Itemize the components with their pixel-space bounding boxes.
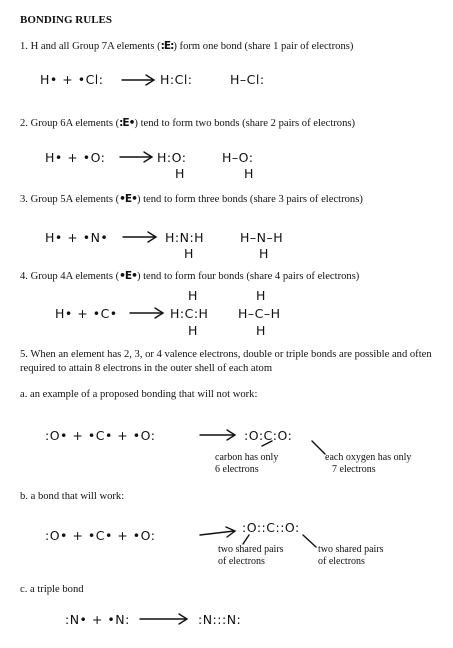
part-b-note-left-2: of electrons [218, 556, 265, 567]
rule1-product-dots: H:Cl: [160, 72, 193, 87]
rule4-product-line-below: H [256, 323, 266, 338]
rule1-reactants: H• + •Cl: [40, 72, 104, 87]
rule1-product-line: H–Cl: [230, 72, 265, 87]
rule4-reaction-arrow-icon [130, 308, 163, 318]
rule3-pre: 3. Group 5A elements ( [20, 194, 120, 205]
rule4-post: ) tend to form four bonds (share 4 pairs of electrons) [136, 271, 360, 282]
rule4-pre: 4. Group 4A elements ( [20, 271, 120, 282]
part-a-note-carbon-2: 6 electrons [215, 464, 259, 475]
rule5-line1: 5. When an element has 2, 3, or 4 valence electrons, double or triple bonds are possible and often [20, 349, 432, 360]
rule2-reaction-arrow-icon [120, 152, 152, 162]
rule3-reaction-arrow-icon [123, 232, 156, 242]
part-b-product: :O::C::O: [242, 520, 300, 535]
rule2-product-dots-below: H [175, 166, 185, 181]
part-c-label: c. a triple bond [20, 584, 84, 595]
rule4-top-h-dots: H [188, 288, 198, 303]
part-a-reaction-arrow-icon [200, 430, 235, 440]
rule3-product-line-below: H [259, 246, 269, 261]
rule4-product-dots: H:C:H [170, 306, 209, 321]
rule4-product-line: H–C–H [238, 306, 281, 321]
rule2-pre: 2. Group 6A elements ( [20, 118, 120, 129]
part-a-carbon-pointer-icon [262, 441, 272, 446]
rule4-reactants: H• + •C• [55, 306, 118, 321]
part-a-note-carbon-1: carbon has only [215, 452, 279, 463]
rule2-post: ) tend to form two bonds (share 2 pairs of electrons) [134, 118, 356, 129]
part-a-reactants: :O• + •C• + •O: [45, 428, 156, 443]
part-a-label: a. an example of a proposed bonding that will not work: [20, 389, 258, 400]
rule3-reactants: H• + •N• [45, 230, 109, 245]
part-c-reaction-arrow-icon [140, 614, 187, 624]
part-a-note-oxygen-2: 7 electrons [332, 464, 376, 475]
rule4-product-dots-below: H [188, 323, 198, 338]
rule2-product-line-below: H [244, 166, 254, 181]
part-a-note-oxygen-1: each oxygen has only [325, 452, 412, 463]
part-a-oxygen-pointer-icon [312, 441, 325, 454]
rule2-product-dots: H:O: [157, 150, 187, 165]
rule4-top-h-line: H [256, 288, 266, 303]
part-b-note-right-2: of electrons [318, 556, 365, 567]
part-b-reaction-arrow-icon [200, 527, 235, 537]
rule2-product-line: H–O: [222, 150, 254, 165]
part-b-right-pointer-icon [303, 535, 316, 547]
part-b-left-pointer-icon [243, 535, 249, 544]
rule1-post: ) form one bond (share 1 pair of electrons) [173, 41, 354, 52]
rule2-reactants: H• + •O: [45, 150, 106, 165]
part-c-product: :N:::N: [198, 612, 242, 627]
rule3-product-dots: H:N:H [165, 230, 205, 245]
rule3-product-line: H–N–H [240, 230, 284, 245]
part-b-reactants: :O• + •C• + •O: [45, 528, 156, 543]
part-b-note-left-1: two shared pairs [218, 544, 284, 555]
rule3-product-dots-below: H [184, 246, 194, 261]
rule1-pre: 1. H and all Group 7A elements ( [20, 41, 161, 52]
part-c-reactants: :N• + •N: [65, 612, 130, 627]
rule4-lewis-symbol: •E• [119, 270, 137, 282]
rule5-line2: required to attain 8 electrons in the outer shell of each atom [20, 363, 273, 374]
part-b-label: b. a bond that will work: [20, 491, 125, 502]
rule3-lewis-symbol: •E• [119, 193, 137, 205]
part-b-note-right-1: two shared pairs [318, 544, 384, 555]
rule1-reaction-arrow-icon [122, 75, 154, 85]
part-a-product: :O:C:O: [244, 428, 293, 443]
rule1-lewis-symbol: :E: [160, 40, 174, 52]
rule2-lewis-symbol: :E• [119, 117, 135, 129]
rule3-post: ) tend to form three bonds (share 3 pairs of electrons) [136, 194, 363, 205]
page-title: BONDING RULES [20, 14, 112, 26]
